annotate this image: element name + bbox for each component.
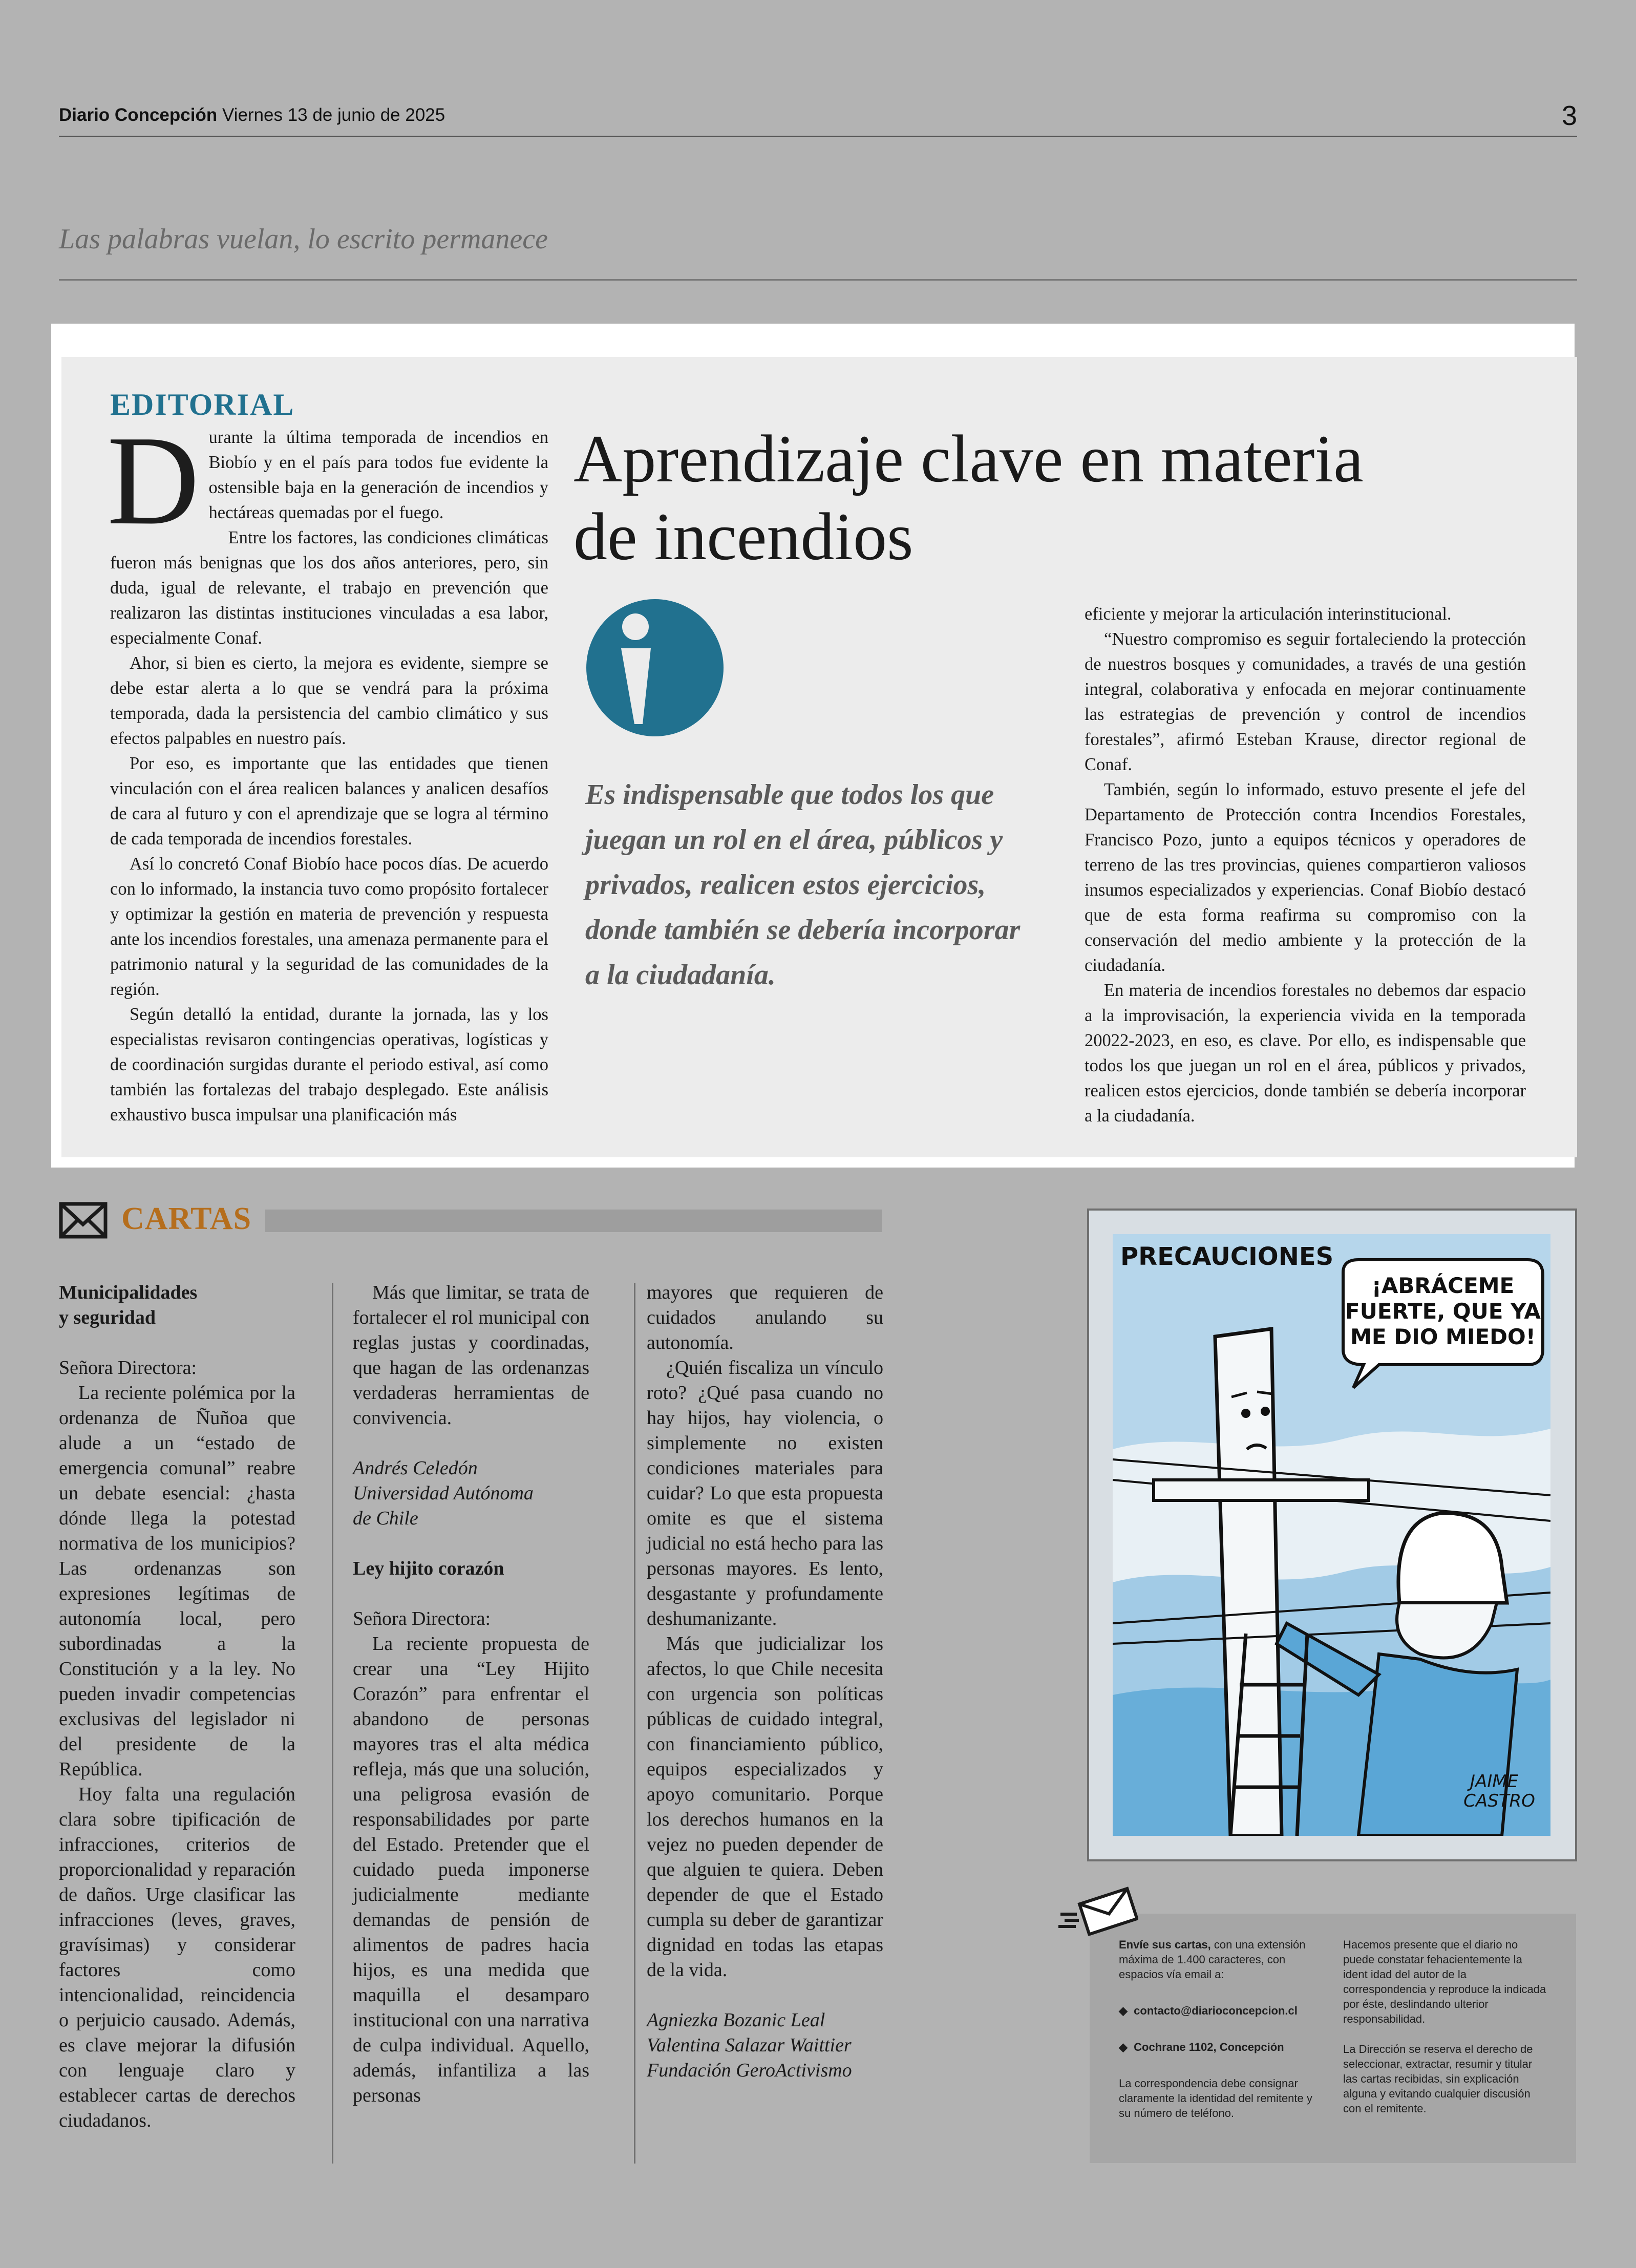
identity-note: La correspondencia debe consignar claramente la identidad del remitente y su número de teléfono.	[1119, 2077, 1312, 2119]
letter-paragraph: La reciente polémica por la ordenanza de Ñuñoa que alude a un “estado de emergencia comunal” reabre un debate esencial: ¿hasta dónde llega la potestad normativa de los municipios? Las ordenanzas son expresiones legítimas de autonomía local, pero subordinadas a la Constitución y a la ley. No pueden invadir competencias exclusivas del legislador ni del presidente de la República.	[59, 1382, 295, 1780]
letter-signature: Fundación GeroActivismo	[647, 2060, 852, 2081]
drop-cap: D	[107, 410, 200, 552]
letter-column-1	[59, 1280, 295, 2133]
editorial-column-3	[1085, 602, 1526, 1129]
speech-text-line-1: ¡ABRÁCEME	[1371, 1273, 1515, 1298]
paper-name: Diario Concepción	[59, 105, 218, 125]
editorial-paragraph: Ahor, si bien es cierto, la mejora es evidente, siempre se debe estar alerta a lo que se vendrá para la próxima temporada, dada la persistencia del cambio climático y sus efectos palpables en nuestro país.	[110, 653, 548, 748]
letter-paragraph: Más que judicializar los afectos, lo que Chile necesita con urgencia son políticas públicas de cuidado integral, con financiamiento público, equipos especializados y apoyo comunitario. Porque los derechos humanos en la vejez no pueden depender de que alguien te quiera. Deben depender de que el Estado cumpla su deber de garantizar dignidad en todas las etapas de la vida.	[647, 1633, 883, 1981]
editorial-paragraph: En materia de incendios forestales no debemos dar espacio a la improvisación, la experiencia vivida en la temporada 20022-2023, en eso, es clave. Por ello, es indispensable que todos los que juegan un rol en el área, públicos y privados, realicen estos ejercicios, donde también se debería incorporar a la ciudadanía.	[1085, 981, 1526, 1126]
info-box-left	[1119, 1937, 1319, 2121]
letter-paragraph: La reciente propuesta de crear una “Ley Hijito Corazón” para enfrentar el abandono de personas mayores tras el alta médica refleja, más que una solución, una peligrosa evasión de responsabilidades por parte del Estado. Pretender que el cuidado pueda imponerse judicialmente mediante demandas de pensión de alimentos de padres hacia hijos, es una medida que maquilla el desamparo institucional con una narrativa de culpa individual. Aquello, además, infantiliza a las personas	[353, 1633, 589, 2106]
editorial-paragraph: urante la última temporada de incendios en Biobío y en el país para todos fue evidente la ostensible baja en la generación de incendios y hectáreas quemadas por el fuego.	[208, 428, 548, 522]
headline-line-2: de incendios	[573, 499, 913, 574]
spacer	[353, 1531, 589, 1556]
letter-paragraph: Más que limitar, se trata de fortalecer el rol municipal con reglas justas y coordinadas, que hagan de las ordenanzas verdaderas herramientas de convivencia.	[353, 1282, 589, 1429]
editorial-column-1	[107, 410, 548, 1128]
contact-address	[1119, 2040, 1319, 2054]
issue-date: Viernes 13 de junio de 2025	[222, 105, 445, 125]
diamond-bullet-icon: ◆	[1119, 2004, 1128, 2017]
letter-column-3	[647, 1280, 883, 2083]
submission-note	[1119, 1937, 1319, 1982]
page-header	[59, 100, 1577, 137]
spacer	[647, 1983, 883, 2008]
letter-salutation: Señora Directora:	[59, 1357, 197, 1379]
spacer	[59, 1330, 295, 1355]
letter-title: Ley hijito corazón	[353, 1558, 504, 1579]
letter-signature: Andrés Celedón	[353, 1457, 478, 1479]
speech-text-line-2: FUERTE, QUE YA	[1345, 1299, 1541, 1324]
letter-paragraph: Hoy falta una regulación clara sobre tipificación de infracciones, criterios de proporcionalidad y reparación de daños. Urge clasificar las infracciones (leves, graves, gravísimas) y considerar factores como intencionalidad, reincidencia o perjuicio causado. Además, es clave mejorar la difusión con lenguaje claro y establecer cartas de derechos ciudadanos.	[59, 1784, 295, 2131]
letter-signature: Universidad Autónoma	[353, 1482, 534, 1504]
editorial-paragraph: Así lo concretó Conaf Biobío hace pocos días. De acuerdo con lo informado, la instancia tuvo como propósito fortalecer y optimizar la gestión en materia de prevención y respuesta ante los incendios forestales, una amenaza permanente para el patrimonio natural y la seguridad de las comunidades de la región.	[110, 854, 548, 999]
editorial-paragraph: eficiente y mejorar la articulación interinstitucional.	[1085, 604, 1452, 624]
section-slogan: Las palabras vuelan, lo escrito permanece	[59, 223, 548, 255]
spacer	[353, 1431, 589, 1456]
column-divider	[634, 1283, 635, 2164]
submission-rest: con una extensión máxima de 1.400 caracteres, con espacios vía email a:	[1119, 1938, 1306, 1981]
page-number: 3	[1561, 100, 1577, 131]
submission-lead: Envíe sus cartas,	[1119, 1938, 1211, 1951]
liability-note: Hacemos presente que el diario no puede constatar fehacientemente la ident idad del autor de la correspondencia y reproduce la indicada por éste, deslindando ulterior responsabilidad.	[1343, 1938, 1546, 2025]
spacer	[353, 1581, 589, 1606]
letter-title: Municipalidades	[59, 1282, 198, 1303]
editorial-headline	[573, 420, 1546, 576]
letter-signature: Agniezka Bozanic Leal	[647, 2009, 825, 2031]
info-box-right	[1343, 1937, 1548, 2116]
editorial-paragraph: También, según lo informado, estuvo presente el jefe del Departamento de Protección contra Incendios Forestales, Francisco Pozo, junto a equipos técnicos y operadores de terreno de las tres provincias, quienes compartieron valiosos insumos especializados y experiencias. Conaf Biobío destacó que de esta forma reafirma su compromiso con la conservación del medio ambiente y la protección de la ciudadanía.	[1085, 780, 1526, 975]
editorial-pull-quote: Es indispensable que todos los que juegan un rol en el área, públicos y privados, realicen estos ejercicios, donde también se debería incorporar a la ciudadanía.	[585, 779, 1021, 991]
cartas-section-title: CARTAS	[121, 1201, 252, 1236]
postal-address: Cochrane 1102, Concepción	[1134, 2041, 1284, 2053]
info-icon	[585, 598, 725, 741]
letter-paragraph: ¿Quién fiscaliza un vínculo roto? ¿Qué pasa cuando no hay hijos, hay violencia, o simplemente no existen condiciones materiales para cuidar? Lo que esta propuesta omite es que el sistema judicial no está hecho para las personas mayores. Es lento, desgastante y profundamente deshumanizante.	[647, 1357, 883, 1629]
flying-envelope-icon	[1056, 1884, 1138, 1936]
cartoon-illustration	[1113, 1234, 1550, 1836]
cartoon-signature-line-1: JAIME	[1470, 1771, 1519, 1792]
editorial-paragraph: “Nuestro compromiso es seguir fortaleciendo la protección de nuestros bosques y comunidades, a través de una gestión integral, colaborativa y enfocada en mejorar continuamente las estrategias de prevención y control de incendios forestales”, afirmó Esteban Krause, director regional de Conaf.	[1085, 629, 1526, 774]
diamond-bullet-icon: ◆	[1119, 2041, 1128, 2053]
cartoon-title: PRECAUCIONES	[1120, 1242, 1334, 1271]
letter-signature: de Chile	[353, 1508, 418, 1529]
editorial-paragraph: Por eso, es importante que las entidades que tienen vinculación con el área realicen balances y analicen desafíos de cara al futuro y con el aprendizaje que se logra al término de cada temporada de incendios forestales.	[110, 754, 548, 849]
letter-salutation: Señora Directora:	[353, 1608, 491, 1629]
email-address: contacto@diarioconcepcion.cl	[1134, 2004, 1298, 2017]
cartas-title-bar	[265, 1210, 882, 1232]
crossarm	[1154, 1480, 1369, 1500]
cartoon-signature-line-2: CASTRO	[1463, 1791, 1535, 1811]
headline-line-1: Aprendizaje clave en materia	[573, 421, 1364, 496]
editorial-paragraph: Entre los factores, las condiciones climáticas fueron más benignas que los dos años anteriores, pero, sin duda, igual de relevante, el trabajo en prevención que realizaron las distintas instituciones vinculadas a esa labor, especialmente Conaf.	[110, 528, 548, 648]
envelope-icon	[59, 1202, 108, 1239]
contact-email	[1119, 2003, 1319, 2018]
editorial-rights-note: La Dirección se reserva el derecho de seleccionar, extractar, resumir y titular las cartas recibidas, sin explicación alguna y evitando cualquier discusión con el remitente.	[1343, 2043, 1533, 2115]
letter-title: y seguridad	[59, 1307, 156, 1328]
letter-signature: Valentina Salazar Waittier	[647, 2034, 852, 2056]
speech-text-line-3: ME DIO MIEDO!	[1350, 1324, 1536, 1349]
letter-paragraph: mayores que requieren de cuidados anulando su autonomía.	[647, 1282, 883, 1353]
masthead	[59, 105, 445, 125]
editorial-label: EDITORIAL	[110, 388, 295, 421]
column-divider	[332, 1283, 333, 2164]
slogan-divider	[59, 279, 1577, 281]
editorial-paragraph: Según detalló la entidad, durante la jornada, las y los especialistas revisaron contingencias operativas, logísticas y de coordinación surgidas durante el periodo estival, así como también las fortalezas del trabajo desplegado. Este análisis exhaustivo busca impulsar una planificación más	[110, 1005, 548, 1125]
letter-column-2	[353, 1280, 589, 2108]
